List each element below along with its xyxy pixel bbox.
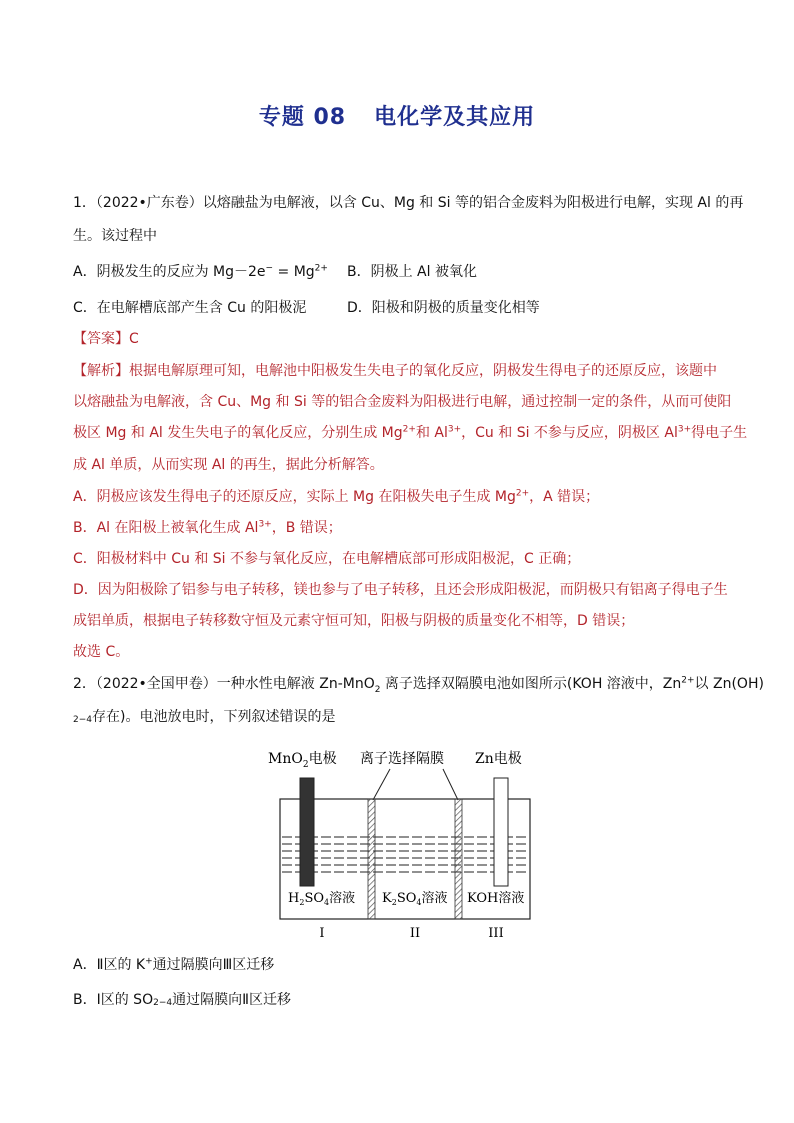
q2-stem-text2: 离子选择双隔膜电池如图所示(KOH 溶液中，Zn: [380, 676, 682, 692]
q1-explain-c: C．阳极材料中 Cu 和 Si 不参与氧化反应，在电解槽底部可形成阳极泥，C 正确；: [73, 551, 581, 567]
page-title: [0, 100, 794, 131]
q2-option-a-text2: 通过隔膜向Ⅲ区迁移: [152, 957, 275, 973]
q1-analysis-line2: 以熔融盐为电解液，含 Cu、Mg 和 Si 等的铝合金废料为阳极进行电解，通过控制一定的条件，从而可使阳: [73, 394, 732, 410]
mno2-electrode: [300, 778, 314, 886]
q2-stem-line2: [73, 707, 335, 730]
membrane-left: [368, 799, 375, 919]
zone-3-label: III: [488, 926, 504, 940]
q2-option-b: [73, 990, 291, 1013]
q2-option-a-text1: A．Ⅱ区的 K: [73, 957, 146, 973]
q2-stem-sup: 2+: [681, 675, 695, 686]
q2-stem-line1: [73, 674, 764, 694]
label-ion-membrane: 离子选择隔膜: [360, 751, 444, 767]
q2-option-b-script: 2−4: [153, 998, 173, 1008]
explain-a-text1: A．阴极应该发生得电子的还原反应，实际上 Mg 在阳极失电子生成 Mg: [73, 489, 516, 505]
q1-option-a-text2: = Mg: [273, 264, 315, 280]
q1-option-a-text1: A．阴极发生的反应为 Mg－2e: [73, 264, 266, 280]
q1-explain-d-line1: D．因为阳极除了铝参与电子转移，镁也参与了电子转移，且还会形成阳极泥，而阴极只有铝离子得电子生: [73, 582, 728, 598]
q2-stem-line2-script: 2−4: [73, 715, 92, 725]
explain-b-text1: B．Al 在阳极上被氧化生成 Al: [73, 520, 259, 536]
solution-k2so4-label: $K_2SO_4$溶液: [382, 891, 448, 907]
membrane-leader-right: [443, 769, 458, 800]
q1-analysis-line1: [73, 361, 717, 381]
battery-diagram: [260, 745, 540, 940]
title-text: 电化学及其应用: [374, 105, 536, 130]
answer-value: C: [129, 331, 139, 347]
label-zn-electrode: Zn电极: [475, 751, 522, 767]
q2-stem-sub: 2: [374, 684, 381, 695]
q1-option-a-sup1: −: [265, 263, 274, 274]
explain-a-text2: ，A 错误；: [529, 489, 600, 505]
q1-option-a-sup2: 2+: [314, 263, 328, 274]
zone-1-label: I: [319, 926, 325, 940]
explain-b-sup: 3+: [258, 519, 272, 530]
zone-2-label: II: [409, 926, 421, 940]
q2-stem-line2-text: 存在)。电池放电时，下列叙述错误的是: [92, 709, 336, 725]
analysis-line3-a: 极区 Mg 和 Al 发生失电子的氧化反应，分别生成 Mg: [73, 425, 403, 441]
q2-option-a-sup: +: [145, 956, 153, 967]
analysis-line3-c: ，Cu 和 Si 不参与反应，阴极区 Al: [461, 425, 678, 441]
solution-h2so4-label: $H_2SO_4$溶液: [288, 891, 356, 907]
analysis-line3-d: 得电子生: [691, 425, 748, 441]
analysis-text1: 根据电解原理可知，电解池中阳极发生失电子的氧化反应，阴极发生得电子的还原反应，该题中: [129, 363, 717, 379]
membrane-right: [455, 799, 462, 919]
analysis-label: 【解析】: [73, 363, 129, 379]
q1-option-b: B．阴极上 Al 被氧化: [347, 264, 477, 280]
analysis-line3-sup1: 2+: [402, 424, 416, 435]
analysis-line3-sup2: 3+: [447, 424, 462, 435]
q1-analysis-line4: 成 Al 单质，从而实现 Al 的再生，据此分析解答。: [73, 457, 384, 473]
title-number: 专题 08: [258, 105, 347, 130]
q1-answer: [73, 329, 139, 349]
q1-explain-b: [73, 518, 342, 538]
solution-koh-label: KOH溶液: [467, 891, 525, 906]
analysis-line3-b: 和 Al: [415, 425, 448, 441]
zn-electrode: [494, 778, 508, 886]
answer-label: 【答案】: [73, 331, 129, 347]
q1-option-c: C．在电解槽底部产生含 Cu 的阳极泥: [73, 300, 307, 316]
q2-option-b-text2: 通过隔膜向Ⅱ区迁移: [172, 992, 291, 1008]
q1-analysis-line3: [73, 423, 747, 443]
q2-stem-text1: 2．（2022•全国甲卷）一种水性电解液 Zn-MnO: [73, 676, 375, 692]
explain-a-sup: 2+: [515, 488, 530, 499]
q1-conclusion: 故选 C。: [73, 644, 130, 660]
q2-stem-text3: 以 Zn(OH): [694, 676, 764, 692]
electrolyte-lines: [282, 837, 528, 872]
q2-option-b-text1: B．Ⅰ区的 SO: [73, 992, 154, 1008]
label-mno2-electrode: MnO$_2$电极: [268, 751, 337, 770]
q1-stem-line1: 1．（2022•广东卷）以熔融盐为电解液，以含 Cu、Mg 和 Si 等的铝合金废料为阳极进行电解，实现 Al 的再: [73, 195, 744, 211]
q2-option-a: [73, 955, 274, 975]
q1-explain-d-line2: 成铝单质，根据电子转移数守恒及元素守恒可知，阳极与阴极的质量变化不相等，D 错误；: [73, 613, 635, 629]
explain-b-text2: ，B 错误；: [271, 520, 342, 536]
analysis-line3-sup3: 3+: [677, 424, 692, 435]
q1-option-a: [73, 262, 328, 282]
q1-option-d: D．阳极和阴极的质量变化相等: [347, 300, 540, 316]
membrane-leader-left: [373, 769, 390, 800]
q1-explain-a: [73, 487, 599, 507]
q1-stem-line2: 生。该过程中: [73, 228, 157, 244]
